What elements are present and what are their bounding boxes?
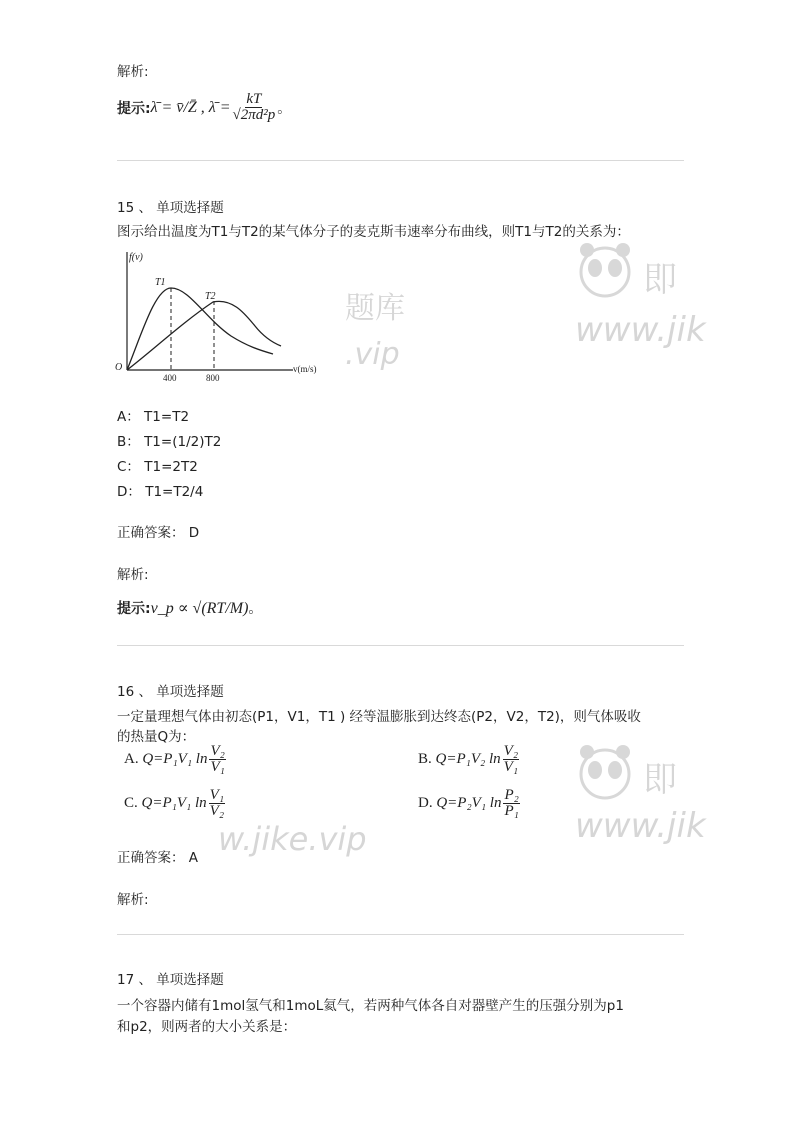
curve-t1 [127,288,273,370]
answer-label: 正确答案： [117,525,185,541]
option-formula: Q=P₁V₁ ln [141,795,207,811]
hint-formula [117,598,262,618]
formula-fraction [209,788,225,819]
watermark-text: .vip [345,337,400,372]
option-d[interactable] [418,788,522,819]
analysis-label: 解析: [117,567,149,583]
option-label: D. [418,795,433,811]
option-text: T1=T2/4 [145,484,204,500]
option-d[interactable] [117,482,203,502]
origin-label: O [115,362,123,373]
question-text-line1: 一个容器内储有1mol氢气和1moL氦气，若两种气体各自对器壁产生的压强分别为p1 [117,998,624,1014]
option-formula: Q=P₁V₂ ln [435,751,501,767]
formula-end: 。 [248,601,263,617]
option-c[interactable] [124,788,227,819]
formula-fraction [209,744,225,775]
formula-end: 。 [277,100,292,117]
question-text-line1: 一定量理想气体由初态(P1，V1，T1 ) 经等温膨胀到达终态(P2，V2，T2)，则气体吸收 [117,709,641,725]
option-label: C. [124,795,138,811]
question-text: 图示给出温度为T1与T2的某气体分子的麦克斯韦速率分布曲线，则T1与T2的关系为： [117,224,630,240]
option-c[interactable] [117,457,198,477]
fraction-denominator: V₁ [503,759,519,775]
fraction-numerator: V₂ [210,743,225,759]
option-formula: Q=P₂V₁ ln [436,795,502,811]
watermark-text: 题库 [345,291,405,326]
option-label: A： [117,409,140,425]
watermark-text: 即 [643,260,677,300]
fraction-numerator: P₂ [504,787,519,803]
analysis-label: 解析: [117,64,149,80]
option-a[interactable] [124,744,228,775]
fraction-numerator: V₁ [209,787,225,803]
option-b[interactable] [418,744,521,775]
section-divider [117,934,684,935]
curve-t1-label: T1 [155,277,166,288]
watermark-text: www.jik [575,806,706,846]
watermark-text: 即 [643,760,677,800]
option-text: T1=T2 [144,409,190,425]
watermark-logo [575,742,635,812]
curve-t2-label: T2 [205,291,216,302]
formula-fraction [233,92,276,123]
x-tick-400: 400 [163,373,177,383]
correct-answer [117,848,198,868]
option-label: B. [418,751,432,767]
question-header: 16 、 单项选择题 [117,684,224,700]
question-text-line2: 和p2，则两者的大小关系是： [117,1019,297,1035]
answer-value: D [188,525,200,541]
formula-text: v_p ∝ √(RT/M) [150,600,249,617]
x-tick-800: 800 [206,373,220,383]
formula-fraction [503,788,519,819]
option-label: C： [117,459,140,475]
formula-fraction [503,744,519,775]
section-divider [117,645,684,646]
y-axis-label: f(v) [129,252,143,263]
maxwell-distribution-chart [113,246,335,384]
option-text: T1=2T2 [144,459,198,475]
analysis-label: 解析: [117,892,149,908]
question-header: 15 、 单项选择题 [117,200,224,216]
fraction-numerator: kT [246,91,262,107]
fraction-denominator: √2πd²p [232,107,276,123]
correct-answer [117,523,199,543]
option-b[interactable] [117,432,221,452]
hint-formula [117,92,291,123]
fraction-denominator: P₁ [504,803,519,819]
option-a[interactable] [117,407,189,427]
hint-label: 提示: [117,601,151,617]
answer-label: 正确答案： [117,850,185,866]
watermark-logo [575,240,635,310]
fraction-denominator: V₂ [209,803,225,819]
hint-label: 提示: [117,100,151,117]
section-divider [117,160,684,161]
option-label: D： [117,484,141,500]
formula-text: λ̄ = v̄/Z̄ , λ̄ = [150,98,231,116]
fraction-numerator: V₂ [503,743,519,759]
option-label: B： [117,434,140,450]
option-label: A. [124,751,139,767]
option-formula: Q=P₁V₁ ln [142,751,208,767]
question-text-line2: 的热量Q为： [117,729,196,745]
option-text: T1=(1/2)T2 [144,434,222,450]
question-header: 17 、 单项选择题 [117,972,224,988]
fraction-denominator: V₁ [210,759,225,775]
x-axis-label: v(m/s) [293,364,317,374]
answer-value: A [188,850,199,866]
watermark-text: w.jike.vip [218,820,367,858]
watermark-text: www.jik [575,310,706,350]
